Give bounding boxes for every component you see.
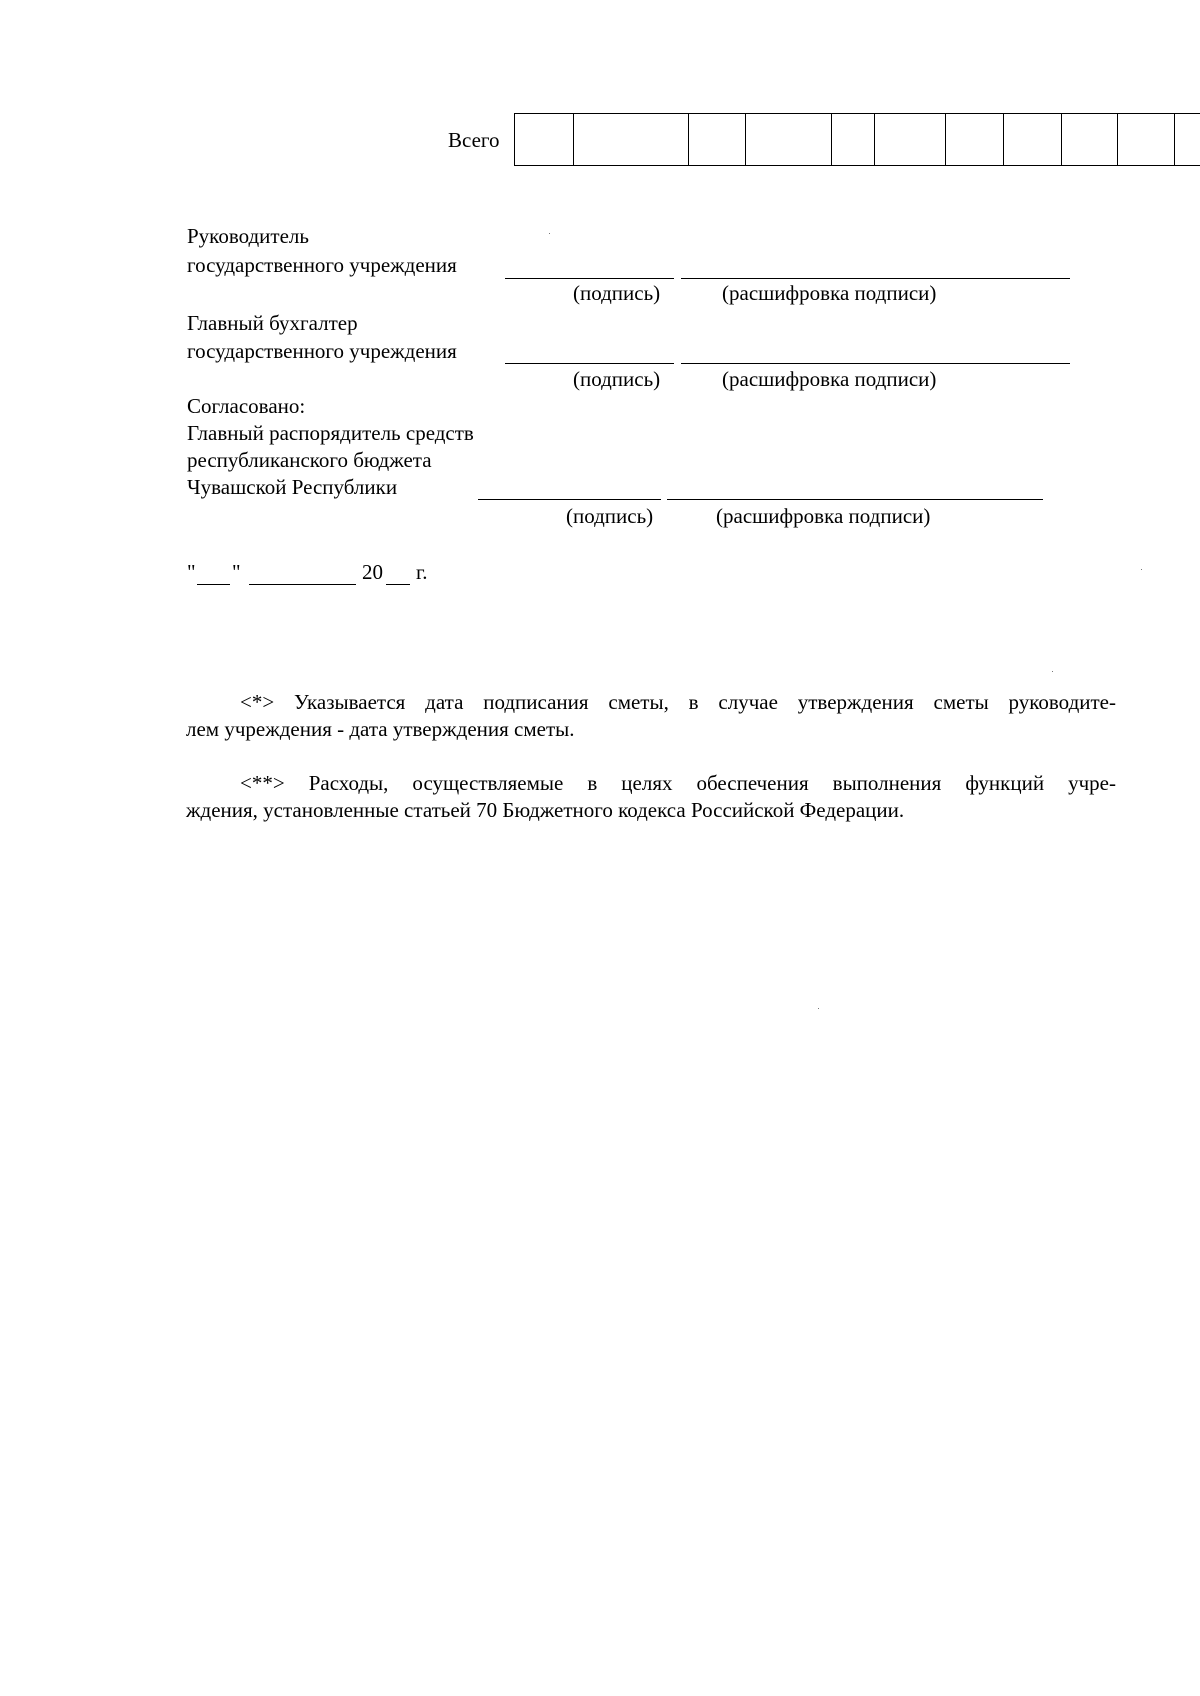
head-title-line1: Руководитель (187, 224, 309, 248)
total-table-row (515, 114, 1200, 166)
date-open-quote: " (187, 560, 196, 584)
total-cell[interactable] (875, 114, 946, 166)
total-cell[interactable] (1062, 114, 1118, 166)
head-decoding-field[interactable] (681, 278, 1070, 279)
approved-title-line1: Согласовано: (187, 394, 306, 418)
approved-decoding-field[interactable] (667, 499, 1043, 500)
head-signature-caption: (подпись) (573, 281, 661, 305)
total-cell[interactable] (515, 114, 574, 166)
head-signature-field[interactable] (505, 278, 674, 279)
accountant-signature-caption: (подпись) (573, 367, 661, 391)
footnote-date-line1: <*> Указывается дата подписания сметы, в случае утверждения сметы руководите- (240, 690, 1116, 714)
scan-speck (1052, 671, 1053, 672)
total-cell[interactable] (832, 114, 875, 166)
approved-signature-caption: (подпись) (566, 504, 654, 528)
total-cell[interactable] (574, 114, 689, 166)
head-decoding-caption: (расшифровка подписи) (722, 281, 937, 305)
total-cell[interactable] (946, 114, 1004, 166)
footnote-date (186, 689, 1116, 743)
approved-decoding-caption: (расшифровка подписи) (716, 504, 931, 528)
date-year-field[interactable] (386, 584, 410, 585)
total-cell[interactable] (1118, 114, 1175, 166)
accountant-decoding-field[interactable] (681, 363, 1070, 364)
scan-speck (818, 1008, 819, 1009)
scan-speck (549, 233, 550, 234)
date-day-field[interactable] (197, 584, 230, 585)
date-year-prefix: 20 (362, 560, 383, 584)
total-table (514, 113, 1200, 166)
approved-title-line2: Главный распорядитель средств (187, 421, 474, 445)
total-cell[interactable] (1175, 114, 1200, 166)
date-close-quote: " (232, 560, 241, 584)
footnote-date-line2: лем учреждения - дата утверждения сметы. (186, 717, 575, 741)
footnote-expenses-line1: <**> Расходы, осуществляемые в целях обеспечения выполнения функций учре- (240, 771, 1116, 795)
accountant-decoding-caption: (расшифровка подписи) (722, 367, 937, 391)
approved-title-line4: Чувашской Республики (187, 475, 398, 499)
date-month-field[interactable] (249, 584, 356, 585)
date-year-suffix: г. (416, 560, 428, 584)
total-cell[interactable] (746, 114, 832, 166)
footnote-expenses (186, 770, 1116, 824)
scan-speck (1141, 569, 1142, 570)
total-cell[interactable] (689, 114, 746, 166)
total-label: Всего (448, 128, 500, 152)
head-title-line2: государственного учреждения (187, 253, 457, 277)
accountant-title-line2: государственного учреждения (187, 339, 457, 363)
footnote-expenses-line2: ждения, установленные статьей 70 Бюджетного кодекса Российской Федерации. (186, 798, 905, 822)
accountant-signature-field[interactable] (505, 363, 674, 364)
accountant-title-line1: Главный бухгалтер (187, 311, 358, 335)
approved-signature-field[interactable] (478, 499, 661, 500)
total-cell[interactable] (1004, 114, 1062, 166)
approved-title-line3: республиканского бюджета (187, 448, 432, 472)
